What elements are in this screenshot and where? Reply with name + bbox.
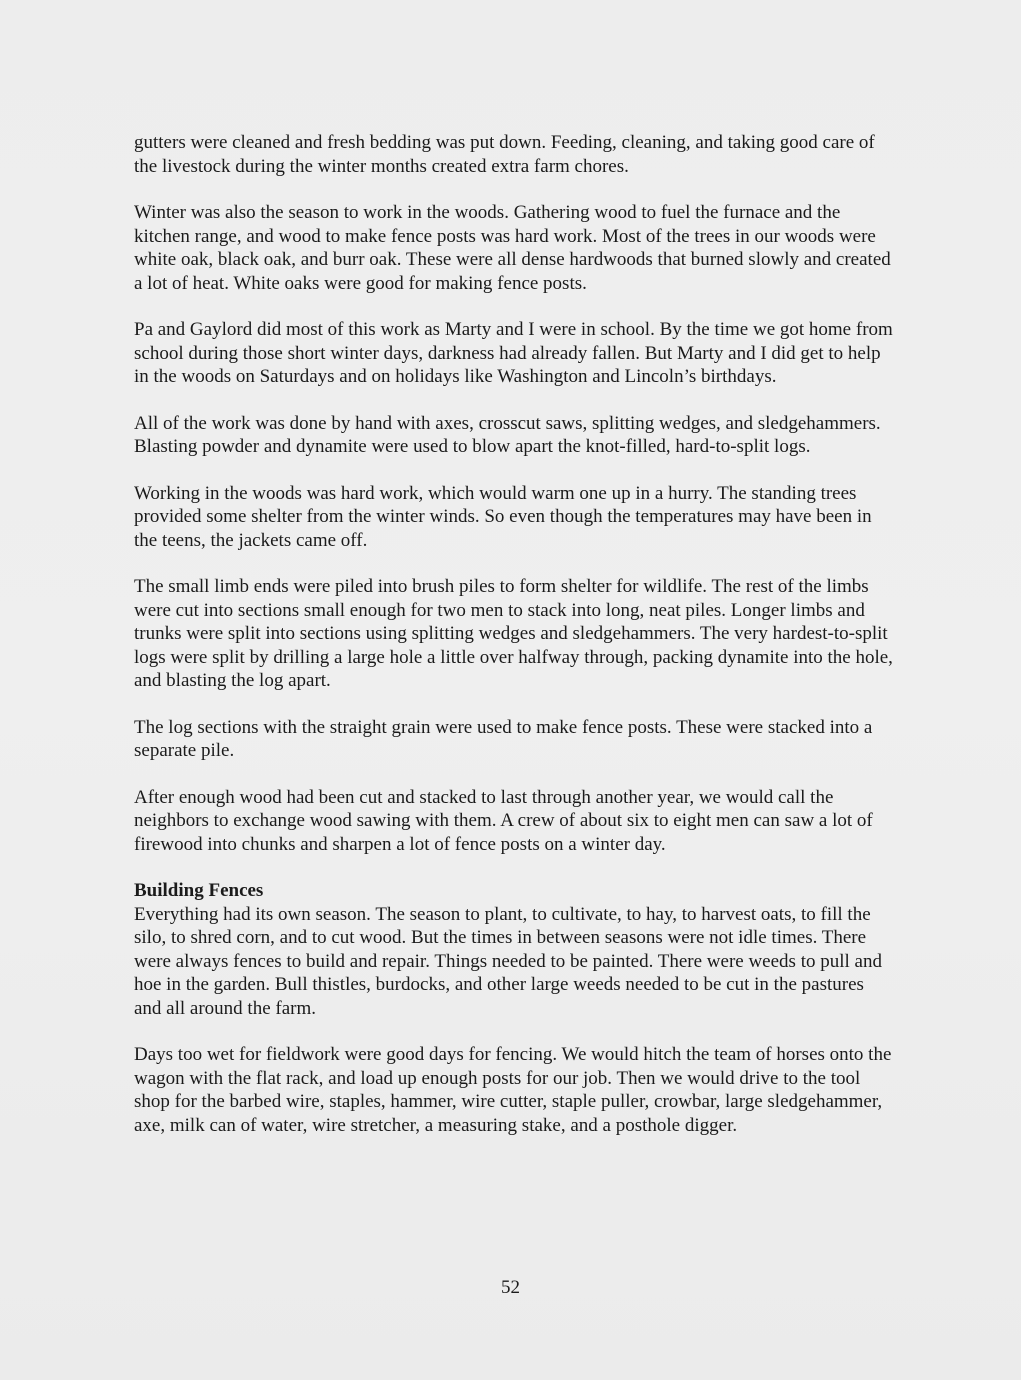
paragraph-livestock: gutters were cleaned and fresh bedding was put down. Feeding, cleaning, and taking good care of the livestock during the winter months created extra farm chores. (134, 132, 875, 177)
paragraph-fencing-days: Days too wet for fieldwork were good days for fencing. We would hitch the team of horses onto the wagon with the flat rack, and load up enough posts for our job. Then we would drive to the tool shop for the barbed wire, staples, hammer, wire cutter, staple puller, crowbar, large sledgehammer, axe, milk can of water, wire stretcher, a measuring stake, and a posthole digger. (134, 1044, 892, 1136)
paragraph-hand-tools: All of the work was done by hand with axes, crosscut saws, splitting wedges, and sledgehammers. Blasting powder and dynamite were used to blow apart the knot-filled, hard-to-split logs. (134, 412, 881, 457)
section-building-fences (134, 879, 894, 1020)
paragraph-limbs: The small limb ends were piled into brush piles to form shelter for wildlife. The rest of the limbs were cut into sections small enough for two men to stack into long, neat piles. Longer limbs and trunks were split into sections using splitting wedges and sledgehammers. The very hardest-to-split logs were split by drilling a large hole a little over halfway through, packing dynamite into the hole, and blasting the log apart. (134, 576, 893, 691)
paragraph-school-days: Pa and Gaylord did most of this work as Marty and I were in school. By the time we got home from school during those short winter days, darkness had already fallen. But Marty and I did get to help in the woods on Saturdays and on holidays like Washington and Lincoln’s birthdays. (134, 319, 893, 387)
page-number: 52 (501, 1277, 520, 1298)
section-heading: Building Fences (134, 880, 264, 901)
paragraph-wood-sawing: After enough wood had been cut and stacked to last through another year, we would call the neighbors to exchange wood sawing with them. A crew of about six to eight men can saw a lot of firewood into chunks and sharpen a lot of fence posts on a winter day. (134, 786, 873, 855)
paragraph-winter-woods: Winter was also the season to work in the woods. Gathering wood to fuel the furnace and the kitchen range, and wood to make fence posts was hard work. Most of the trees in our woods were white oak, black oak, and burr oak. These were all dense hardwoods that burned slowly and created a lot of heat. White oaks were good for making fence posts. (134, 202, 891, 294)
page-body (134, 131, 894, 1160)
paragraph-fence-posts: The log sections with the straight grain were used to make fence posts. These were stacked into a separate pile. (134, 716, 873, 761)
paragraph-seasons: Everything had its own season. The season to plant, to cultivate, to hay, to harvest oats, to fill the silo, to shred corn, and to cut wood. But the times in between seasons were not idle times. There were always fences to build and repair. Things needed to be painted. There were weeds to pull and hoe in the garden. Bull thistles, burdocks, and other large weeds needed to be cut in the pastures and all around the farm. (134, 903, 882, 1019)
paragraph-warm-work: Working in the woods was hard work, which would warm one up in a hurry. The standing trees provided some shelter from the winter winds. So even though the temperatures may have been in the teens, the jackets came off. (134, 482, 872, 551)
